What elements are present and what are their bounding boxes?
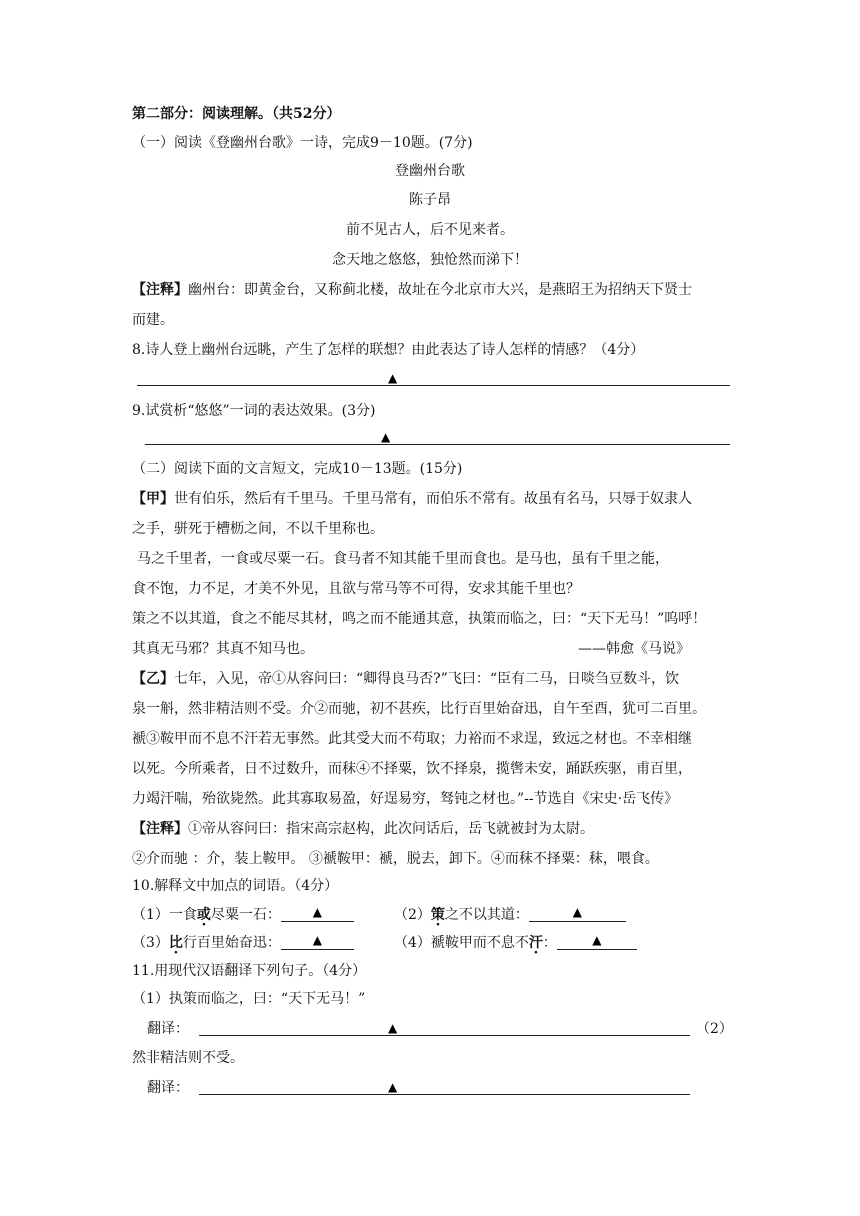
answer-mark-q11-1: ▲ [388, 1021, 398, 1035]
q10-item-4-dotted-word: 汗 [528, 935, 543, 951]
q11-translate-label-2: 翻译： [147, 1080, 189, 1096]
passage-yi-line-3: 褫③鞍甲而不息不汗若无事然。此其受大而不苟取；力裕而不求逞，致远之材也。不幸相继 [132, 731, 692, 747]
answer-line-q11-2[interactable] [199, 1094, 690, 1095]
q10-item-2 [394, 905, 626, 925]
passage-yi-tag: 【乙】 [132, 671, 174, 687]
answer-mark-q10-1: ▲ [312, 905, 323, 919]
note-text: 幽州台：即黄金台，又称蓟北楼，故址在今北京市大兴，是燕昭王为招纳天下贤士 [188, 282, 692, 298]
answer-mark-q11-2: ▲ [388, 1080, 398, 1094]
q10-item-3-suffix: 行百里始奋迅： [182, 935, 281, 951]
passage-note-line-2: ②介而驰 ：介，装上鞍甲。 ③褫鞍甲：褫，脱去，卸下。④而秣不择粟：秣，喂食。 [132, 851, 659, 867]
q10-item-1-prefix: （1）一食 [132, 907, 197, 923]
answer-line-q11-1[interactable] [199, 1035, 690, 1036]
passage-jia-tag: 【甲】 [132, 491, 174, 507]
passage-jia-line-1 [132, 489, 692, 509]
poem-note-line-1 [132, 280, 692, 300]
section1-intro: （一）阅读《登幽州台歌》一诗，完成9－10题。(7分) [132, 135, 473, 151]
q10-item-2-suffix: 之不以其道： [444, 907, 529, 923]
passage-yi-line-2: 泉一斛，然非精洁则不受。介②而驰，初不甚疾，比行百里始奋迅，自午至酉，犹可二百里。 [132, 701, 706, 717]
q10-item-1-suffix: 尽粟一石： [210, 907, 281, 923]
q11-item-2-number: （2） [696, 1021, 733, 1037]
question-11: 11.用现代汉语翻译下列句子。（4分） [132, 963, 367, 979]
poem-title: 登幽州台歌 [395, 163, 465, 179]
q11-sentence-1: （1）执策而临之，曰：“天下无马！” [132, 991, 366, 1007]
passage-yi-line-4: 以死。今所乘者，日不过数升，而秣④不择粟，饮不择泉，揽辔未安，踊跃疾驱，甫百里， [132, 761, 692, 777]
passage-note-tag: 【注释】 [132, 821, 188, 837]
passage-jia-line-6: 其真无马邪？其真不知马也。 [132, 641, 314, 657]
passage-note-line-1 [132, 819, 594, 839]
q10-item-2-blank[interactable] [529, 905, 626, 922]
poem-line-2: 念天地之悠悠，独怆然而涕下！ [332, 252, 528, 268]
q11-translate-label-1: 翻译： [147, 1021, 189, 1037]
passage-yi-text: 七年，入见，帝①从容问曰：“卿得良马否?”飞曰：“臣有二马，日啖刍豆数斗，饮 [174, 671, 679, 687]
passage-note-text: ①帝从容问曰：指宋高宗赵构，此次问话后，岳飞就被封为太尉。 [188, 821, 594, 837]
q10-item-1-blank[interactable] [281, 905, 354, 922]
q10-item-2-dotted-word: 策 [430, 907, 445, 923]
poem-line-1: 前不见古人，后不见来者。 [346, 222, 514, 238]
answer-mark-q10-3: ▲ [312, 933, 323, 947]
answer-mark-q10-2: ▲ [572, 905, 583, 919]
passage-jia-line-4: 食不饱，力不足，才美不外见，且欲与常马等不可得，安求其能千里也？ [132, 581, 580, 597]
passage-jia-source: ——韩愈《马说》 [578, 641, 690, 657]
section2-intro: （二）阅读下面的文言短文，完成10－13题。(15分) [132, 461, 463, 477]
q10-item-3-prefix: （3） [132, 935, 169, 951]
passage-jia-line-2: 之手，骈死于槽枥之间，不以千里称也。 [132, 521, 384, 537]
answer-mark-q10-4: ▲ [592, 933, 602, 947]
passage-jia-text: 世有伯乐，然后有千里马。千里马常有，而伯乐不常有。故虽有名马，只辱于奴隶人 [174, 491, 692, 507]
question-9: 9.试赏析“悠悠”一词的表达效果。(3分) [132, 403, 376, 419]
q10-item-3 [132, 933, 354, 953]
passage-jia-line-3: 马之千里者，一食或尽粟一石。食马者不知其能千里而食也。是马也，虽有千里之能， [137, 551, 669, 567]
answer-line-q8[interactable] [137, 385, 730, 386]
poem-note-line-2: 而建。 [132, 312, 174, 328]
q10-item-4 [394, 933, 637, 953]
answer-mark-q9: ▲ [381, 430, 391, 444]
q10-item-4-prefix: （4）褫鞍甲而不息不 [394, 935, 529, 951]
note-tag: 【注释】 [132, 282, 188, 298]
q10-item-4-blank[interactable] [557, 933, 637, 950]
part-title: 第二部分：阅读理解。（共52分） [132, 106, 341, 122]
question-10: 10.解释文中加点的词语。（4分） [132, 878, 339, 894]
q10-item-2-prefix: （2） [394, 907, 431, 923]
answer-mark-q8: ▲ [388, 371, 398, 385]
q10-item-3-dotted-word: 比 [168, 935, 183, 951]
q10-item-1-dotted-word: 或 [196, 907, 211, 923]
poem-author: 陈子昂 [409, 192, 451, 208]
passage-yi-line-5: 力竭汗喘，殆欲毙然。此其寡取易盈，好逞易穷，驽钝之材也。”--节选自《宋史·岳飞传》 [132, 791, 679, 807]
q10-item-4-suffix: ： [542, 935, 557, 951]
passage-jia-line-5: 策之不以其道，食之不能尽其材，鸣之而不能通其意，执策而临之，曰：“天下无马！”呜呼！ [132, 611, 707, 627]
question-8: 8.诗人登上幽州台远眺，产生了怎样的联想？由此表达了诗人怎样的情感？（4分） [132, 342, 645, 358]
passage-yi-line-1 [132, 669, 679, 689]
answer-line-q9[interactable] [145, 444, 730, 445]
q10-item-1 [132, 905, 354, 925]
q10-item-3-blank[interactable] [281, 933, 354, 950]
q11-sentence-2: 然非精洁则不受。 [132, 1050, 244, 1066]
